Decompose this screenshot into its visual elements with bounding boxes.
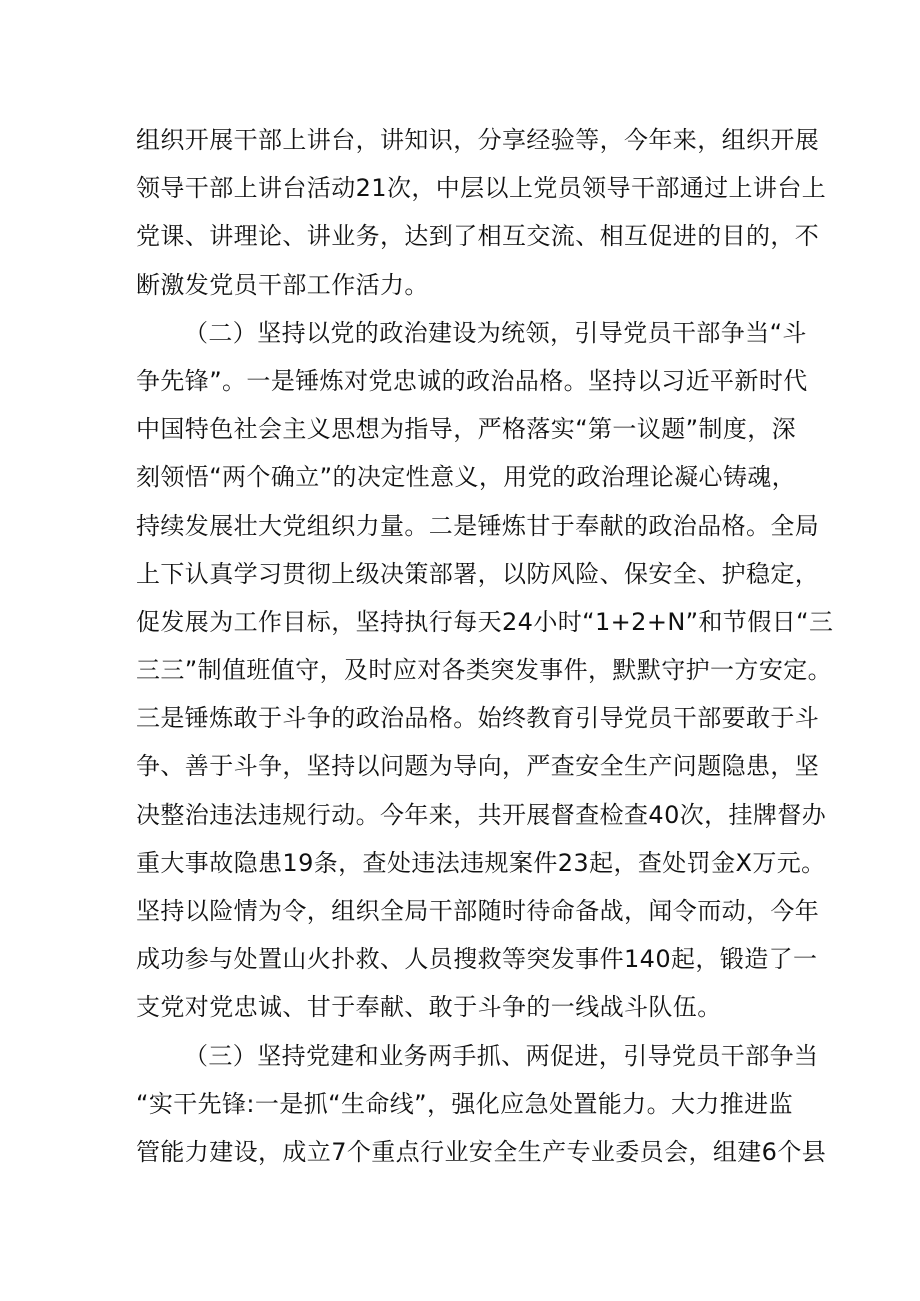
- text-line: 断激发党员干部工作活力。: [136, 270, 429, 299]
- text-line: 上下认真学习贯彻上级决策部署，以防风险、保安全、护稳定，: [136, 559, 820, 588]
- text-line: 促发展为工作目标，坚持执行每天24小时“1+2+N”和节假日“三: [136, 607, 834, 636]
- text-line: 决整治违法违规行动。今年来，共开展督查检查40次，挂牌督办: [136, 800, 827, 829]
- text-line: 领导干部上讲台活动21次，中层以上党员领导干部通过上讲台上: [136, 174, 827, 203]
- text-line: 三三”制值班值守，及时应对各类突发事件，默默守护一方安定。: [136, 656, 833, 685]
- text-line: 争先锋”。一是锤炼对党忠诚的政治品格。坚持以习近平新时代: [136, 366, 808, 395]
- text-line: 重大事故隐患19条，查处违法违规案件23起，查处罚金X万元。: [136, 848, 826, 877]
- text-line: 支党对党忠诚、甘于奉献、敢于斗争的一线战斗队伍。: [136, 993, 722, 1022]
- section-heading-line: （三）坚持党建和业务两手抓、两促进，引导党员干部争当: [184, 1041, 819, 1070]
- text-line: 坚持以险情为令，组织全局干部随时待命备战，闻令而动，今年: [136, 897, 820, 925]
- text-line: 组织开展干部上讲台，讲知识，分享经验等，今年来，组织开展: [136, 126, 820, 154]
- text-line: “实干先锋:一是抓“生命线”，强化应急处置能力。大力推进监: [136, 1089, 793, 1118]
- text-line: 管能力建设，成立7个重点行业安全生产专业委员会，组建6个县: [136, 1137, 827, 1166]
- section-heading-line: （二）坚持以党的政治建设为统领，引导党员干部争当“斗: [184, 318, 807, 347]
- text-line: 成功参与处置山火扑救、人员搜救等突发事件140起，锻造了一: [136, 945, 818, 974]
- text-line: 刻领悟“两个确立”的决定性意义，用党的政治理论凝心铸魂，: [136, 463, 797, 492]
- text-line: 三是锤炼敢于斗争的政治品格。始终教育引导党员干部要敢于斗: [136, 704, 820, 733]
- text-line: 党课、讲理论、讲业务，达到了相互交流、相互促进的目的，不: [136, 222, 820, 251]
- document-body: [136, 116, 834, 1176]
- text-line: 中国特色社会主义思想为指导，严格落实“第一议题”制度，深: [136, 415, 797, 444]
- text-line: 持续发展壮大党组织力量。二是锤炼甘于奉献的政治品格。全局: [136, 511, 820, 540]
- text-line: 争、善于斗争，坚持以问题为导向，严查安全生产问题隐患，坚: [136, 752, 820, 781]
